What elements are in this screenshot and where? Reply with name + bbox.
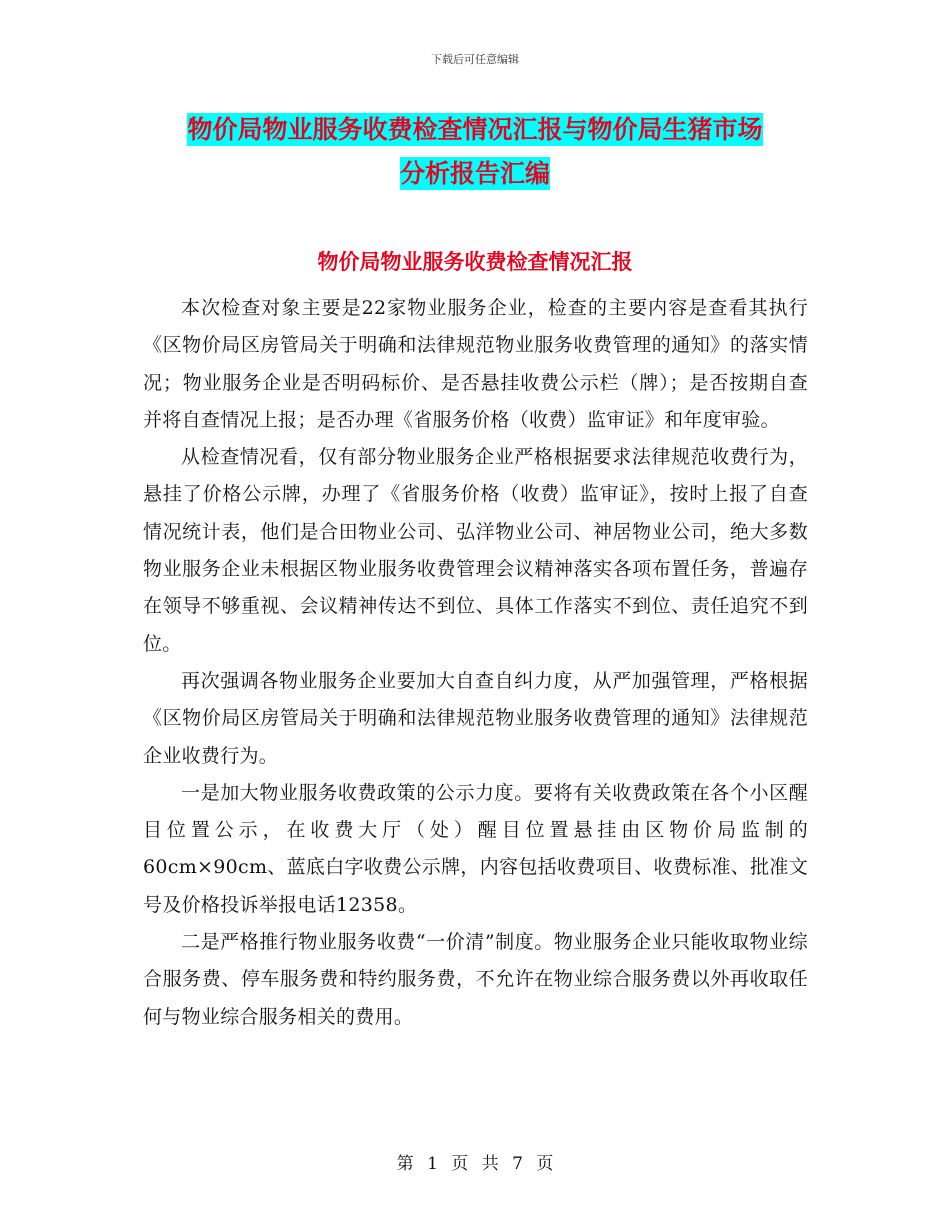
paragraph: 从检查情况看，仅有部分物业服务企业严格根据要求法律规范收费行为，悬挂了价格公示牌，办理了《省服务价格（收费）监审证》，按时上报了自查情况统计表，他们是合田物业公司、弘洋物业公司、神居物业公司，绝大多数物业服务企业未根据区物业服务收费管理会议精神落实各项布置任务，普遍存在领导不够重视、会议精神传达不到位、具体工作落实不到位、责任追究不到位。 xyxy=(143,446,808,655)
document-title xyxy=(140,108,810,196)
paragraph: 本次检查对象主要是22家物业服务企业，检查的主要内容是查看其执行《区物价局区房管局关于明确和法律规范物业服务收费管理的通知》的落实情况；物业服务企业是否明码标价、是否悬挂收费公示栏（牌）；是否按期自查并将自查情况上报；是否办理《省服务价格（收费）监审证》和年度审验。 xyxy=(143,297,808,431)
paragraph: 二是严格推行物业服务收费“一价清”制度。物业服务企业只能收取物业综合服务费、停车服务费和特约服务费，不允许在物业综合服务费以外再收取任何与物业综合服务相关的费用。 xyxy=(143,931,808,1028)
document-title-line-2: 分析报告汇编 xyxy=(399,159,550,188)
page-header-note: 下载后可任意编辑 xyxy=(431,53,519,66)
paragraph: 一是加大物业服务收费政策的公示力度。要将有关收费政策在各个小区醒目位置公示，在收费大厅（处）醒目位置悬挂由区物价局监制的60cm×90cm、蓝底白字收费公示牌，内容包括收费项目、收费标准、批准文号及价格投诉举报电话12358。 xyxy=(143,781,808,916)
document-title-line-1: 物价局物业服务收费检查情况汇报与物价局生猪市场 xyxy=(187,115,763,144)
page-number: 第 1 页 共 7 页 xyxy=(396,1154,554,1174)
paragraph: 再次强调各物业服务企业要加大自查自纠力度，从严加强管理，严格根据《区物价局区房管局关于明确和法律规范物业服务收费管理的通知》法律规范企业收费行为。 xyxy=(143,669,808,767)
section-title: 物价局物业服务收费检查情况汇报 xyxy=(317,250,633,274)
document-body xyxy=(143,290,808,1036)
